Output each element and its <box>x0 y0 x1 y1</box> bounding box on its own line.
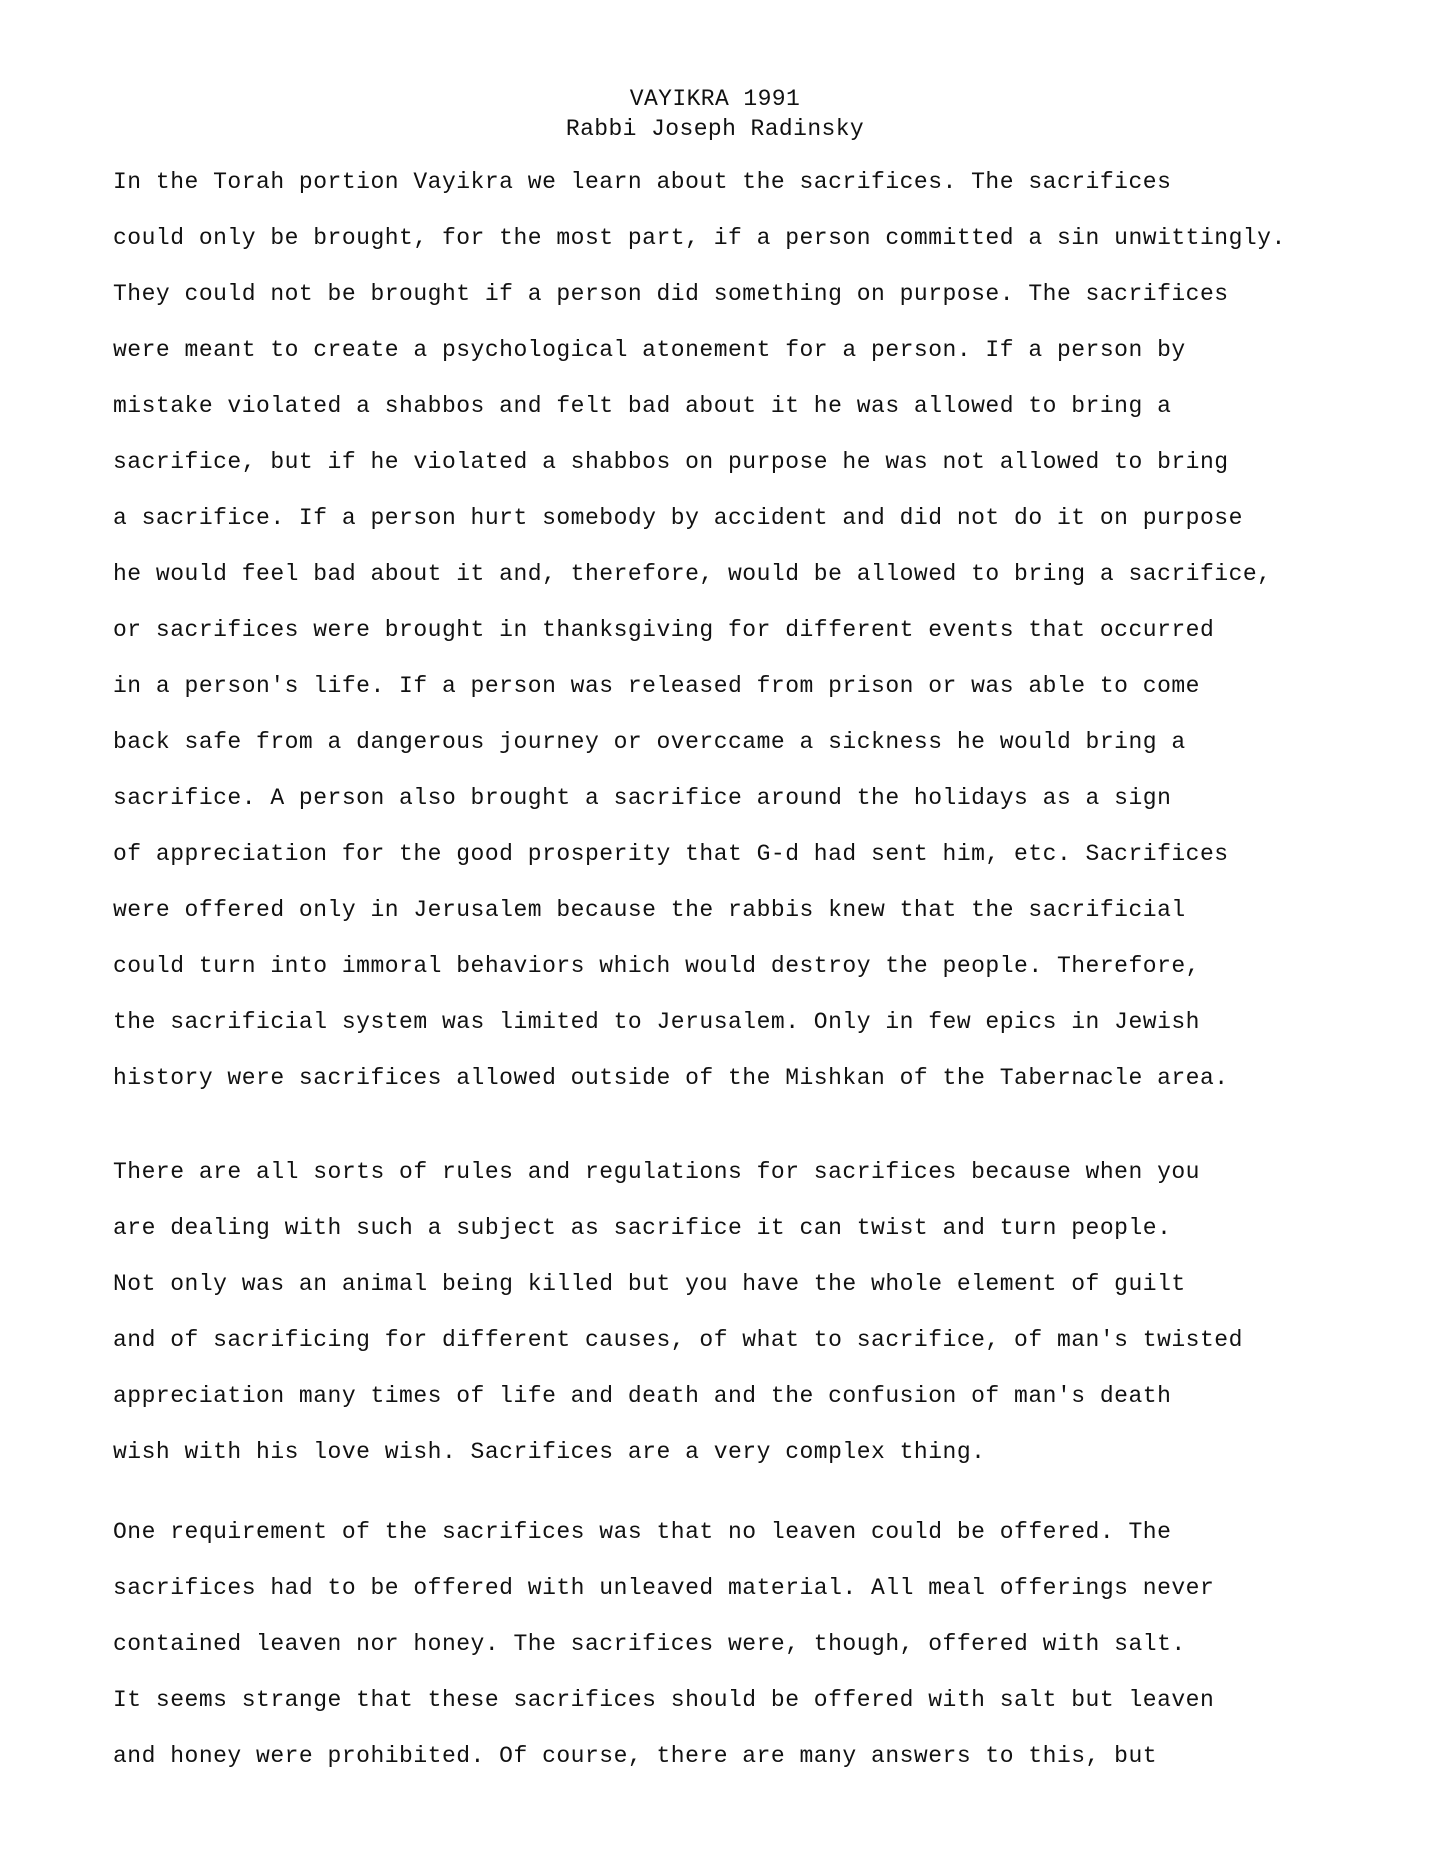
text-line: contained leaven nor honey. The sacrifices were, though, offered with salt. <box>113 1631 1186 1657</box>
text-line: and of sacrificing for different causes, of what to sacrifice, of man's twisted <box>113 1327 1243 1353</box>
paragraph-2 <box>113 1144 1293 1480</box>
document-header <box>0 84 1430 144</box>
text-line: the sacrificial system was limited to Jerusalem. Only in few epics in Jewish <box>113 1009 1200 1035</box>
text-line: sacrifice, but if he violated a shabbos on purpose he was not allowed to bring <box>113 449 1229 475</box>
text-line: could turn into immoral behaviors which would destroy the people. Therefore, <box>113 953 1200 979</box>
text-line: or sacrifices were brought in thanksgiving for different events that occurred <box>113 617 1215 643</box>
text-line: sacrifice. A person also brought a sacrifice around the holidays as a sign <box>113 785 1172 811</box>
text-line: back safe from a dangerous journey or overccame a sickness he would bring a <box>113 729 1186 755</box>
text-line: In the Torah portion Vayikra we learn about the sacrifices. The sacrifices <box>113 169 1172 195</box>
text-line: It seems strange that these sacrifices should be offered with salt but leaven <box>113 1687 1215 1713</box>
text-line: of appreciation for the good prosperity that G-d had sent him, etc. Sacrifices <box>113 841 1229 867</box>
document-author: Rabbi Joseph Radinsky <box>565 116 865 142</box>
text-line: sacrifices had to be offered with unleaved material. All meal offerings never <box>113 1575 1215 1601</box>
text-line: were meant to create a psychological atonement for a person. If a person by <box>113 337 1186 363</box>
text-line: and honey were prohibited. Of course, there are many answers to this, but <box>113 1743 1158 1769</box>
text-line: are dealing with such a subject as sacrifice it can twist and turn people. <box>113 1215 1172 1241</box>
text-line: a sacrifice. If a person hurt somebody by accident and did not do it on purpose <box>113 505 1243 531</box>
text-line: One requirement of the sacrifices was that no leaven could be offered. The <box>113 1519 1172 1545</box>
text-line: They could not be brought if a person did something on purpose. The sacrifices <box>113 281 1229 307</box>
text-line: could only be brought, for the most part, if a person committed a sin unwittingly. <box>113 225 1286 251</box>
document-title: VAYIKRA 1991 <box>629 86 801 112</box>
text-line: Not only was an animal being killed but you have the whole element of guilt <box>113 1271 1186 1297</box>
text-line: history were sacrifices allowed outside of the Mishkan of the Tabernacle area. <box>113 1065 1229 1091</box>
text-line: mistake violated a shabbos and felt bad about it he was allowed to bring a <box>113 393 1172 419</box>
paragraph-3 <box>113 1504 1293 1784</box>
paragraph-1 <box>113 154 1293 1106</box>
text-line: in a person's life. If a person was released from prison or was able to come <box>113 673 1200 699</box>
text-line: appreciation many times of life and death and the confusion of man's death <box>113 1383 1172 1409</box>
text-line: wish with his love wish. Sacrifices are a very complex thing. <box>113 1439 986 1465</box>
text-line: he would feel bad about it and, therefore, would be allowed to bring a sacrifice, <box>113 561 1272 587</box>
text-line: were offered only in Jerusalem because the rabbis knew that the sacrificial <box>113 897 1186 923</box>
text-line: There are all sorts of rules and regulations for sacrifices because when you <box>113 1159 1200 1185</box>
